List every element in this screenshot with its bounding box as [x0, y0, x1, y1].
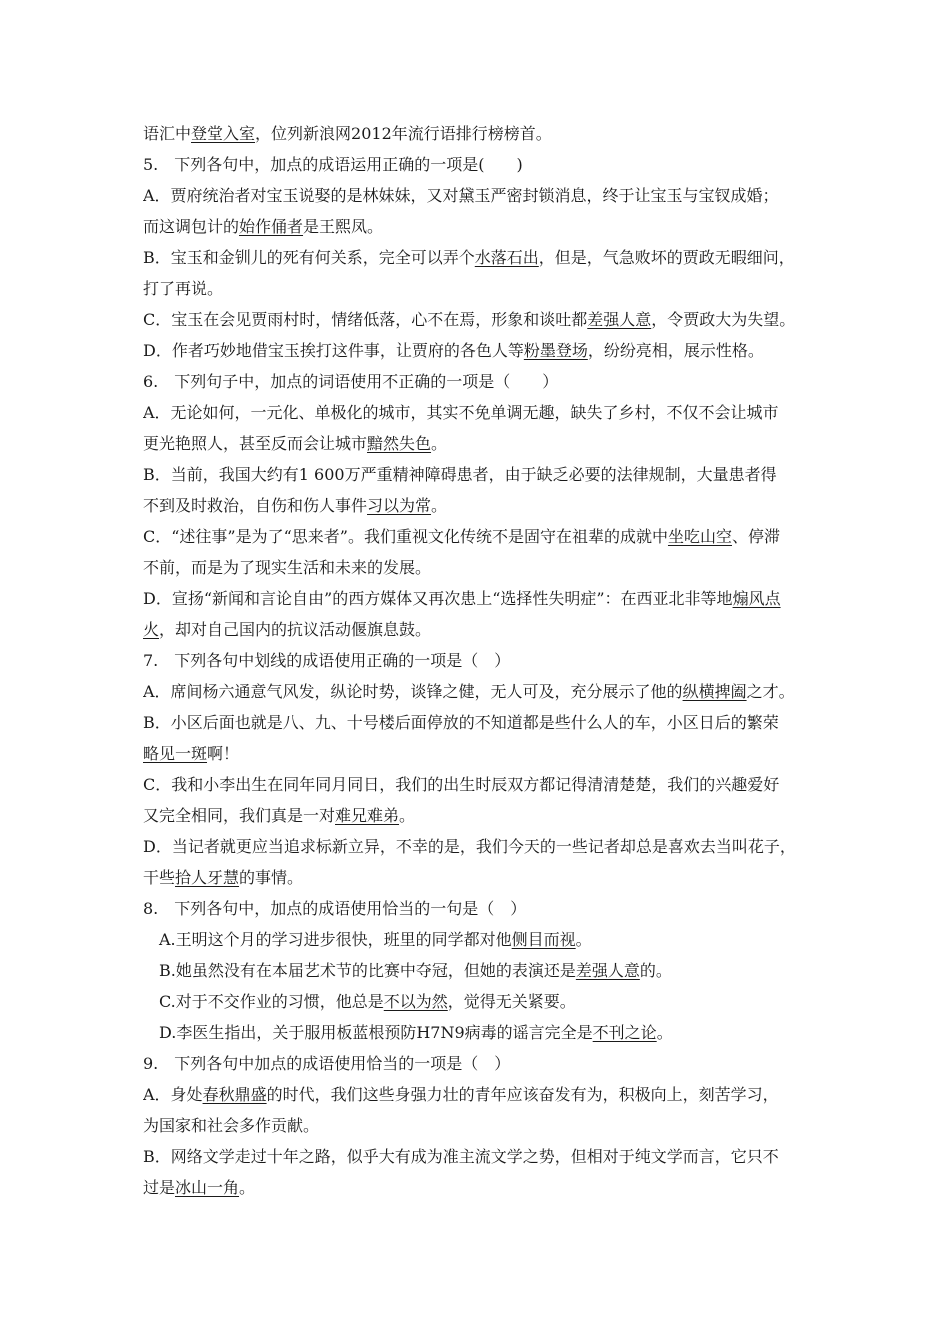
- q9-stem: 9. 下列各句中加点的成语使用恰当的一项是（ ）: [143, 1054, 511, 1073]
- underlined-idiom: 粉墨登场: [523, 341, 588, 360]
- q6-option-b: B．当前，我国大约有1 600万严重精神障碍患者，由于缺乏必要的法律规制，大量患者得: [143, 465, 777, 484]
- underlined-idiom: 纵横捭阖: [682, 682, 747, 701]
- underlined-idiom: 煽风点: [732, 589, 781, 608]
- q6-option-d: D．宣扬“新闻和言论自由”的西方媒体又再次患上“选择性失明症”：在西亚北非等地煽风点: [143, 589, 781, 608]
- q6-option-b-cont: 不到及时救治，自伤和伤人事件习以为常。: [143, 496, 448, 515]
- q7-option-b-cont: 略见一斑啊！: [143, 744, 240, 763]
- underlined-idiom: 火: [143, 620, 160, 639]
- underlined-idiom: 差强人意: [575, 961, 640, 980]
- underlined-idiom: 习以为常: [367, 496, 432, 515]
- intro-line: 语汇中登堂入室，位列新浪网2012年流行语排行榜榜首。: [143, 124, 552, 143]
- q5-option-a-cont: 而这调包计的始作俑者是王熙凤。: [143, 217, 384, 236]
- q5-option-b-cont: 打了再说。: [143, 279, 224, 298]
- q7-option-d-cont: 干些拾人牙慧的事情。: [143, 868, 304, 887]
- q8-option-a: A.王明这个月的学习进步很快，班里的同学都对他侧目而视。: [159, 930, 592, 949]
- q6-option-a-cont: 更光艳照人，甚至反而会让城市黯然失色。: [143, 434, 448, 453]
- q5-option-c: C．宝玉在会见贾雨村时，情绪低落，心不在焉，形象和谈吐都差强人意，令贾政大为失望。: [143, 310, 796, 329]
- underlined-idiom: 坐吃山空: [667, 527, 732, 546]
- underlined-idiom: 登堂入室: [191, 124, 256, 143]
- q6-option-c-cont: 不前，而是为了现实生活和未来的发展。: [143, 558, 432, 577]
- q8-option-d: D.李医生指出，关于服用板蓝根预防H7N9病毒的谣言完全是不刊之论。: [159, 1023, 673, 1042]
- q9-option-a: A．身处春秋鼎盛的时代，我们这些身强力壮的青年应该奋发有为，积极向上，刻苦学习，: [143, 1085, 779, 1104]
- q7-option-c-cont: 又完全相同，我们真是一对难兄难弟。: [143, 806, 416, 825]
- underlined-idiom: 水落石出: [474, 248, 539, 267]
- q7-option-d: D．当记者就更应当追求标新立异，不幸的是，我们今天的一些记者却总是喜欢去当叫花子，: [143, 837, 796, 856]
- underlined-idiom: 始作俑者: [239, 217, 304, 236]
- underlined-idiom: 略见一斑: [143, 744, 208, 763]
- underlined-idiom: 难兄难弟: [335, 806, 400, 825]
- underlined-idiom: 冰山一角: [175, 1178, 240, 1197]
- q7-option-b: B．小区后面也就是八、九、十号楼后面停放的不知道都是些什么人的车，小区日后的繁荣: [143, 713, 779, 732]
- q5-option-a: A．贾府统治者对宝玉说娶的是林妹妹，又对黛玉严密封锁消息，终于让宝玉与宝钗成婚；: [143, 186, 779, 205]
- underlined-idiom: 黯然失色: [367, 434, 432, 453]
- q8-option-b: B.她虽然没有在本届艺术节的比赛中夺冠，但她的表演还是差强人意的。: [159, 961, 672, 980]
- q9-option-b-cont: 过是冰山一角。: [143, 1178, 256, 1197]
- q9-option-a-cont: 为国家和社会多作贡献。: [143, 1116, 320, 1135]
- q7-option-c: C．我和小李出生在同年同月同日，我们的出生时辰双方都记得清清楚楚，我们的兴趣爱好: [143, 775, 780, 794]
- q7-option-a: A．席间杨六通意气风发，纵论时势，谈锋之健，无人可及，充分展示了他的纵横捭阖之才。: [143, 682, 795, 701]
- q6-stem: 6. 下列句子中，加点的词语使用不正确的一项是（ ）: [143, 372, 559, 391]
- q5-option-d: D．作者巧妙地借宝玉挨打这件事，让贾府的各色人等粉墨登场，纷纷亮相，展示性格。: [143, 341, 764, 360]
- underlined-idiom: 差强人意: [587, 310, 652, 329]
- underlined-idiom: 不刊之论: [592, 1023, 657, 1042]
- underlined-idiom: 春秋鼎盛: [202, 1085, 267, 1104]
- q6-option-d-cont: 火，却对自己国内的抗议活动偃旗息鼓。: [143, 620, 432, 639]
- q6-option-c: C．“述往事”是为了“思来者”。我们重视文化传统不是固守在祖辈的成就中坐吃山空、停滞: [143, 527, 780, 546]
- q8-option-c: C.对于不交作业的习惯，他总是不以为然，觉得无关紧要。: [159, 992, 576, 1011]
- document-body: [143, 118, 833, 1203]
- q9-option-b: B．网络文学走过十年之路，似乎大有成为准主流文学之势，但相对于纯文学而言，它只不: [143, 1147, 779, 1166]
- q6-option-a: A．无论如何，一元化、单极化的城市，其实不免单调无趣，缺失了乡村，不仅不会让城市: [143, 403, 779, 422]
- q5-stem: 5. 下列各句中，加点的成语运用正确的一项是( ): [143, 155, 523, 174]
- q8-stem: 8. 下列各句中，加点的成语使用恰当的一句是（ ）: [143, 899, 527, 918]
- q7-stem: 7. 下列各句中划线的成语使用正确的一项是（ ）: [143, 651, 511, 670]
- q5-option-b: B．宝玉和金钏儿的死有何关系，完全可以弄个水落石出，但是，气急败坏的贾政无暇细问，: [143, 248, 795, 267]
- underlined-idiom: 不以为然: [383, 992, 448, 1011]
- underlined-idiom: 拾人牙慧: [175, 868, 240, 887]
- underlined-idiom: 侧目而视: [511, 930, 576, 949]
